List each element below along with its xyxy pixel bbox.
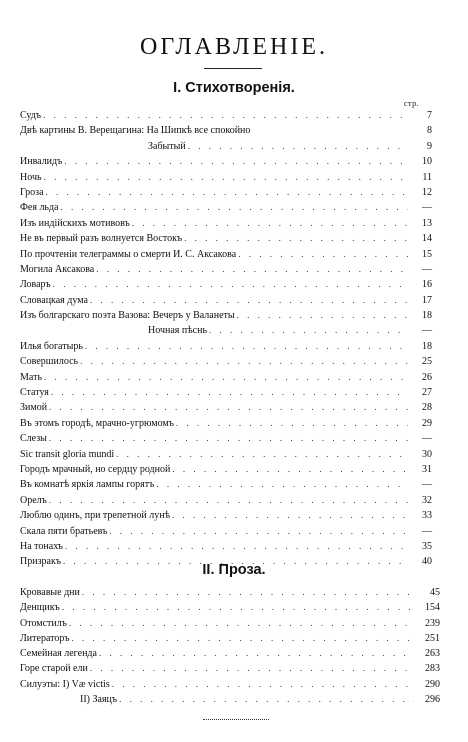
entry-page-number: 11	[422, 171, 432, 183]
toc-entry[interactable]	[20, 677, 440, 692]
entry-title: Инвалидъ	[20, 156, 63, 168]
entry-page-number: 290	[425, 678, 440, 690]
toc-entry[interactable]	[20, 247, 432, 262]
entry-page-number: 16	[422, 279, 432, 291]
toc-entry[interactable]	[20, 447, 432, 462]
toc-entry[interactable]	[20, 539, 432, 554]
toc-entry[interactable]	[20, 385, 432, 400]
entry-page-number: —	[422, 433, 432, 445]
dot-leader	[51, 385, 408, 400]
entry-page-number: 17	[422, 294, 432, 306]
toc-entry[interactable]	[20, 354, 432, 369]
entry-title: Могила Аксакова	[20, 263, 95, 275]
toc-entry[interactable]	[20, 262, 432, 277]
entry-title: Отомстилъ	[20, 617, 67, 629]
toc-entry[interactable]	[20, 661, 440, 676]
entry-page-number: 154	[425, 602, 440, 614]
dot-leader	[112, 677, 414, 692]
entry-page-number: 27	[422, 387, 432, 399]
toc-entry[interactable]	[20, 646, 440, 661]
poems-list	[20, 108, 432, 570]
toc-entry[interactable]	[20, 308, 432, 323]
entry-page-number: 9	[427, 140, 432, 152]
entry-page-number: —	[422, 525, 432, 537]
dot-leader	[99, 646, 414, 661]
entry-page-number: 26	[422, 371, 432, 383]
toc-entry[interactable]	[20, 508, 432, 523]
entry-page-number: 45	[430, 587, 440, 598]
entry-title: На тонахъ	[20, 540, 63, 552]
entry-page-number: —	[422, 202, 432, 214]
toc-entry[interactable]	[20, 477, 432, 492]
section-heading-poems: I. Стихотворенія.	[173, 80, 295, 96]
entry-page-number: 14	[422, 233, 432, 245]
entry-page-number: 18	[422, 310, 432, 322]
toc-entry[interactable]	[20, 416, 432, 431]
dot-leader	[62, 600, 414, 615]
entry-page-number: 32	[422, 494, 432, 506]
entry-title: Зимой	[20, 402, 48, 414]
entry-title: По прочтеніи телеграммы о смерти И. С. Аксакова	[20, 248, 237, 260]
entry-page-number: 263	[425, 648, 440, 660]
entry-title: Изъ индійскихъ мотивовъ	[20, 217, 130, 229]
dot-leader	[116, 447, 408, 462]
dot-leader	[61, 200, 408, 215]
entry-title: Фея льда	[20, 202, 59, 214]
entry-title: Призракъ	[20, 556, 61, 568]
dot-leader	[237, 308, 408, 323]
dot-leader	[119, 692, 414, 707]
entry-title: Ночь	[20, 171, 42, 183]
entry-page-number: —	[422, 325, 432, 337]
dot-leader	[82, 585, 414, 600]
dot-leader	[44, 170, 408, 185]
entry-title: Скала пяти братьевъ	[20, 525, 108, 537]
toc-entry[interactable]	[20, 216, 432, 231]
toc-entry[interactable]	[20, 431, 432, 446]
entry-page-number: 31	[422, 463, 432, 475]
entry-page-number: 7	[427, 110, 432, 121]
entry-title: Двѣ картины В. Верещагина: На Шипкѣ все спокойно	[20, 125, 251, 137]
entry-title: Орелъ	[20, 494, 47, 506]
entry-title: Люблю одинъ, при трепетной лунѣ	[20, 510, 170, 522]
dot-leader	[64, 154, 408, 169]
toc-entry[interactable]	[20, 616, 440, 631]
entry-page-number: 40	[422, 556, 432, 568]
entry-page-number: —	[422, 479, 432, 491]
dot-leader	[176, 416, 408, 431]
entry-title: II) Заяцъ	[80, 694, 118, 706]
entry-title: Силуэты: I) Væ victis	[20, 678, 110, 690]
entry-page-number: 29	[422, 417, 432, 429]
entry-title: Совершилось	[20, 356, 79, 368]
toc-entry[interactable]	[20, 200, 432, 215]
entry-title: Денщикъ	[20, 602, 60, 614]
dot-leader	[238, 247, 408, 262]
prose-list	[20, 585, 440, 707]
entry-page-number: 8	[427, 125, 432, 137]
toc-entry[interactable]	[20, 524, 432, 539]
toc-entry[interactable]	[20, 400, 432, 415]
dot-leader	[69, 616, 414, 631]
dot-leader	[188, 139, 408, 154]
entry-page-number: 12	[422, 186, 432, 198]
entry-page-number: 35	[422, 540, 432, 552]
entry-title: Статуя	[20, 387, 49, 399]
entry-page-number: 296	[425, 694, 440, 706]
entry-title: Кровавые дни	[20, 587, 80, 598]
toc-entry[interactable]	[20, 493, 432, 508]
toc-entry[interactable]	[20, 108, 432, 123]
entry-title: Мать	[20, 371, 43, 383]
entry-title: Илья богатырь	[20, 340, 83, 352]
entry-page-number: 15	[422, 248, 432, 260]
dot-leader	[65, 539, 408, 554]
dot-leader	[209, 323, 408, 338]
dot-leader	[96, 262, 408, 277]
end-divider	[203, 719, 269, 720]
entry-title: Городъ мрачный, но сердцу родной	[20, 463, 171, 475]
entry-title: Ловаръ	[20, 279, 51, 291]
dot-leader	[53, 277, 408, 292]
dot-leader	[172, 508, 408, 523]
dot-leader	[46, 185, 408, 200]
entry-page-number: 10	[422, 156, 432, 168]
dot-leader	[44, 370, 408, 385]
entry-page-number: 25	[422, 356, 432, 368]
dot-leader	[80, 354, 408, 369]
dot-leader	[90, 293, 408, 308]
toc-entry[interactable]	[20, 600, 440, 615]
title-divider	[204, 68, 262, 69]
toc-entry[interactable]	[20, 139, 432, 154]
page-title: ОГЛАВЛЕНІЕ.	[139, 34, 329, 60]
entry-title: Горе старой ели	[20, 663, 88, 675]
toc-entry[interactable]	[20, 123, 432, 138]
dot-leader	[85, 339, 408, 354]
dot-leader	[172, 462, 408, 477]
page-column-label: стр.	[404, 99, 420, 108]
toc-entry[interactable]	[20, 585, 440, 600]
toc-entry[interactable]	[20, 185, 432, 200]
entry-page-number: 18	[422, 340, 432, 352]
toc-entry[interactable]	[20, 154, 432, 169]
toc-entry[interactable]	[20, 323, 432, 338]
toc-entry[interactable]	[20, 170, 432, 185]
dot-leader	[49, 400, 408, 415]
toc-entry[interactable]	[20, 231, 432, 246]
dot-leader	[49, 493, 408, 508]
entry-page-number: 239	[425, 617, 440, 629]
toc-entry[interactable]	[20, 370, 432, 385]
dot-leader	[109, 524, 408, 539]
entry-page-number: 13	[422, 217, 432, 229]
entry-title: Въ комнатѣ яркія лампы горятъ	[20, 479, 155, 491]
entry-title: Литераторъ	[20, 632, 70, 644]
entry-title: Не въ первый разъ волнуется Востокъ	[20, 233, 183, 245]
entry-title: Гроза	[20, 186, 44, 198]
entry-title: Забытый	[148, 140, 186, 152]
entry-title: Семейная легенда	[20, 648, 97, 660]
entry-title: Изъ болгарскаго поэта Вазова: Вечеръ у Валанеты	[20, 310, 235, 322]
entry-page-number: 283	[425, 663, 440, 675]
toc-entry[interactable]	[20, 277, 432, 292]
entry-title: Судъ	[20, 110, 42, 121]
entry-page-number: 28	[422, 402, 432, 414]
toc-entry[interactable]	[20, 293, 432, 308]
entry-title: Въ этомъ городѣ, мрачно-угрюмомъ	[20, 417, 174, 429]
section-heading-prose: II. Проза.	[202, 562, 266, 578]
toc-entry[interactable]	[20, 692, 440, 707]
dot-leader	[72, 631, 414, 646]
entry-page-number: 251	[425, 632, 440, 644]
entry-title: Sic transit gloria mundi	[20, 448, 115, 460]
entry-title: Слезы	[20, 433, 47, 445]
toc-entry[interactable]	[20, 462, 432, 477]
dot-leader	[156, 477, 408, 492]
toc-entry[interactable]	[20, 339, 432, 354]
dot-leader	[132, 216, 408, 231]
entry-title: Словацкая дума	[20, 294, 88, 306]
dot-leader	[43, 108, 408, 123]
entry-page-number: —	[422, 263, 432, 275]
entry-page-number: 33	[422, 510, 432, 522]
entry-page-number: 30	[422, 448, 432, 460]
toc-entry[interactable]	[20, 631, 440, 646]
dot-leader	[90, 661, 414, 676]
dot-leader	[184, 231, 408, 246]
dot-leader	[49, 431, 408, 446]
entry-title: Ночная пѣснь	[148, 325, 208, 337]
